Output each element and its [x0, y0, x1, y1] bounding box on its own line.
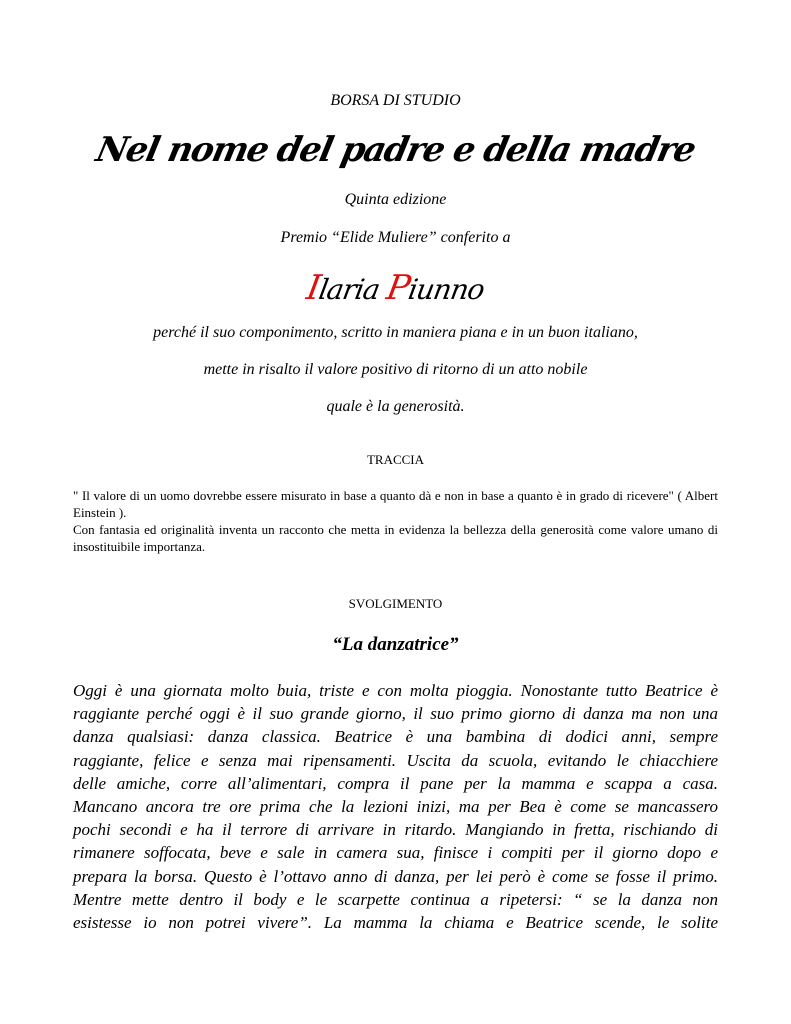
svolgimento-heading: SVOLGIMENTO: [348, 596, 443, 611]
essay-line: Oggi è una giornata molto buia, triste e con molta pioggia. Nonostante tutto Beatrice è: [73, 681, 718, 700]
essay-line: danza qualsiasi: danza classica. Beatrice è una bambina di dodici anni, sempre: [73, 727, 718, 747]
traccia-paragraph: " Il valore di un uomo dovrebbe essere misurato in base a quanto dà e non in base a quanto è in grado di ricevere" ( Albert Einstein ).: [73, 488, 718, 520]
header: BORSA DI STUDIO: [330, 92, 461, 109]
motivation-line: quale è la generosità.: [326, 398, 465, 415]
page-title: Nel nome del padre e della madre: [92, 130, 699, 170]
traccia-paragraph: Con fantasia ed originalità inventa un racconto che metta in evidenza la bellezza della generosità come valore umano di insostituibile importanza.: [73, 522, 718, 554]
edition: Quinta edizione: [344, 191, 447, 208]
essay-body: [73, 679, 718, 934]
award-line: Premio “Elide Muliere” conferito a: [280, 229, 511, 246]
essay-line: pochi secondi e ha il terrore di arrivare in ritardo. Mangiando in fretta, rischiando di: [73, 820, 718, 840]
traccia-text: [73, 487, 718, 555]
essay-line: rimanere soffocata, beve e sale in camera sua, finisce i compiti per il giorno dopo e: [73, 843, 718, 863]
essay-line: Mentre mette dentro il body e le scarpette continua a ripetersi: “ se la danza non: [73, 889, 718, 909]
essay-line: Mancano ancora tre ore prima che la lezioni inizi, ma per Bea è come se mancassero: [73, 797, 718, 817]
motivation-line: perché il suo componimento, scritto in maniera piana e in un buon italiano,: [153, 324, 638, 341]
winner-last-rest: iunno: [405, 273, 487, 306]
essay-line: raggiante perché oggi è il suo grande giorno, il suo primo giorno di danza ma non una: [73, 704, 718, 724]
essay-line: delle amiche, corre all’alimentari, compra il pane per la mamma e scappa a casa.: [73, 773, 718, 793]
traccia-heading: TRACCIA: [366, 452, 425, 467]
motivation-line: mette in risalto il valore positivo di ritorno di un atto nobile: [203, 361, 588, 378]
winner-first-rest: laria: [316, 273, 390, 306]
winner-last-initial: P: [383, 268, 413, 308]
essay-title: “La danzatrice”: [332, 634, 459, 655]
winner-first-initial: I: [303, 268, 324, 308]
essay-line: esistesse io non potrei vivere”. La mamma la chiama e Beatrice scende, le solite: [73, 913, 718, 933]
essay-line: raggiante, felice e senza mai ripensamenti. Uscita da scuola, evitando le chiacchiere: [73, 750, 718, 770]
winner-name: [0, 268, 791, 308]
essay-line: prepara la borsa. Questo è l’ottavo anno di danza, per lei però è come se fosse il primo.: [73, 866, 718, 886]
